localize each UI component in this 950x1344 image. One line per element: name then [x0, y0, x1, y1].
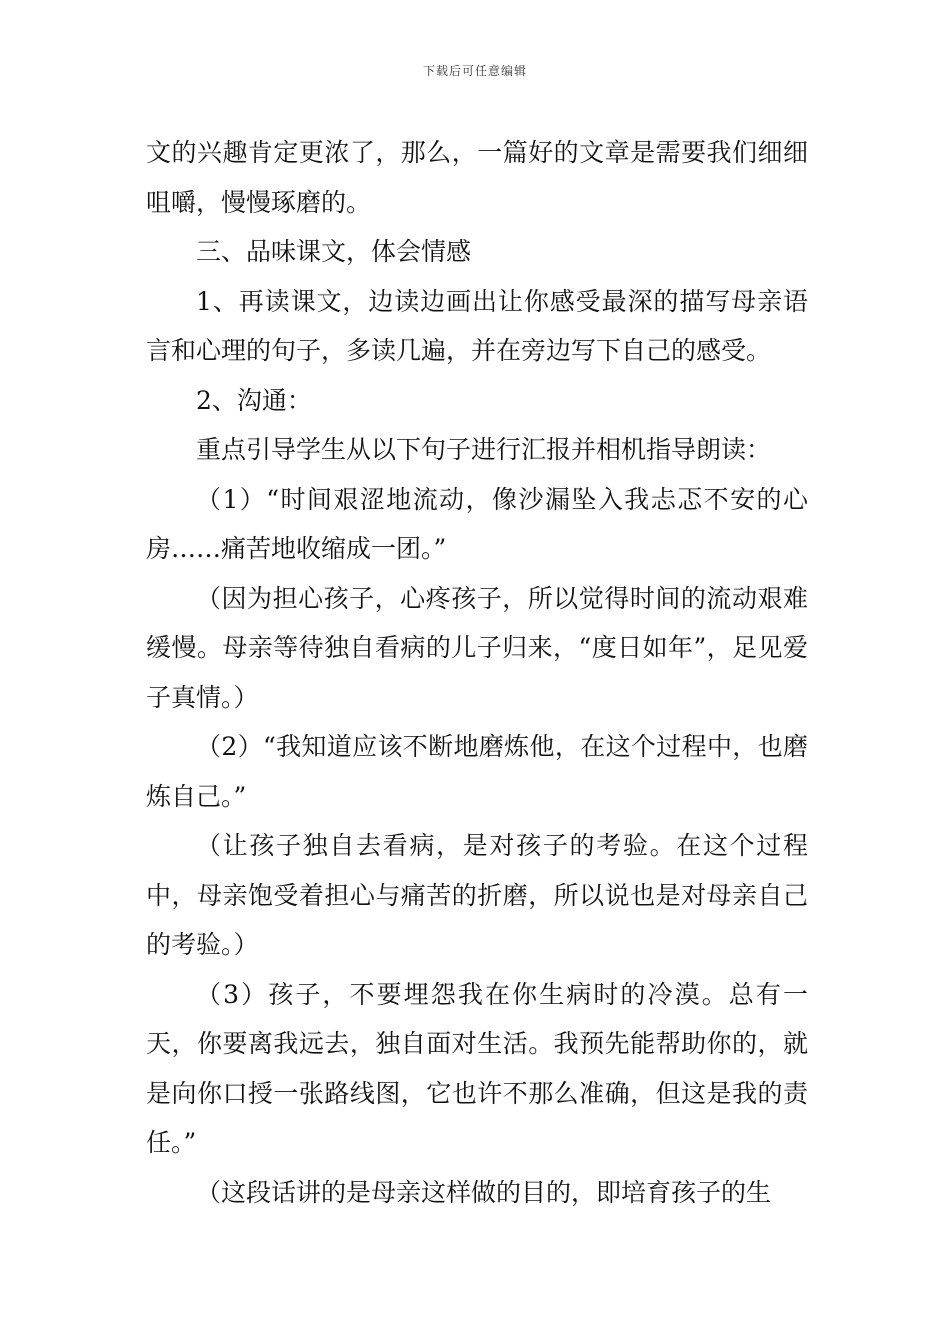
step-2-heading: 2、沟通：	[196, 385, 312, 415]
quote-3: （3）孩子，不要埋怨我在你生病时的冷漠。总有一天，你要离我远去，独自面对生活。我预先能帮助你的，就是向你口授一张路线图，它也许不那么准确，但这是我的责任。”	[146, 979, 808, 1157]
quote-2: （2）“我知道应该不断地磨炼他，在这个过程中，也磨炼自己。”	[146, 732, 808, 811]
paragraph-continuation: 文的兴趣肯定更浓了，那么，一篇好的文章是需要我们细细咀嚼，慢慢琢磨的。	[146, 138, 808, 217]
document-body	[146, 128, 808, 1217]
quote-1: （1）“时间艰涩地流动，像沙漏坠入我忐忑不安的心房……痛苦地收缩成一团。”	[146, 484, 808, 563]
guidance-paragraph: 重点引导学生从以下句子进行汇报并相机指导朗读：	[196, 435, 772, 464]
explanation-3: （这段话讲的是母亲这样做的目的，即培育孩子的生	[196, 1177, 772, 1207]
page-header: 下载后可任意编辑	[422, 64, 527, 78]
section-heading-3: 三、品味课文，体会情感	[196, 237, 472, 266]
step-1-paragraph: 1、再读课文，边读边画出让你感受最深的描写母亲语言和心理的句子，多读几遍，并在旁边写下自己的感受。	[146, 286, 808, 365]
explanation-2: （让孩子独自去看病，是对孩子的考验。在这个过程中，母亲饱受着担心与痛苦的折磨，所以说也是对母亲自己的考验。）	[146, 831, 808, 959]
explanation-1: （因为担心孩子，心疼孩子，所以觉得时间的流动艰难缓慢。母亲等待独自看病的儿子归来，“度日如年”，足见爱子真情。）	[146, 583, 808, 712]
